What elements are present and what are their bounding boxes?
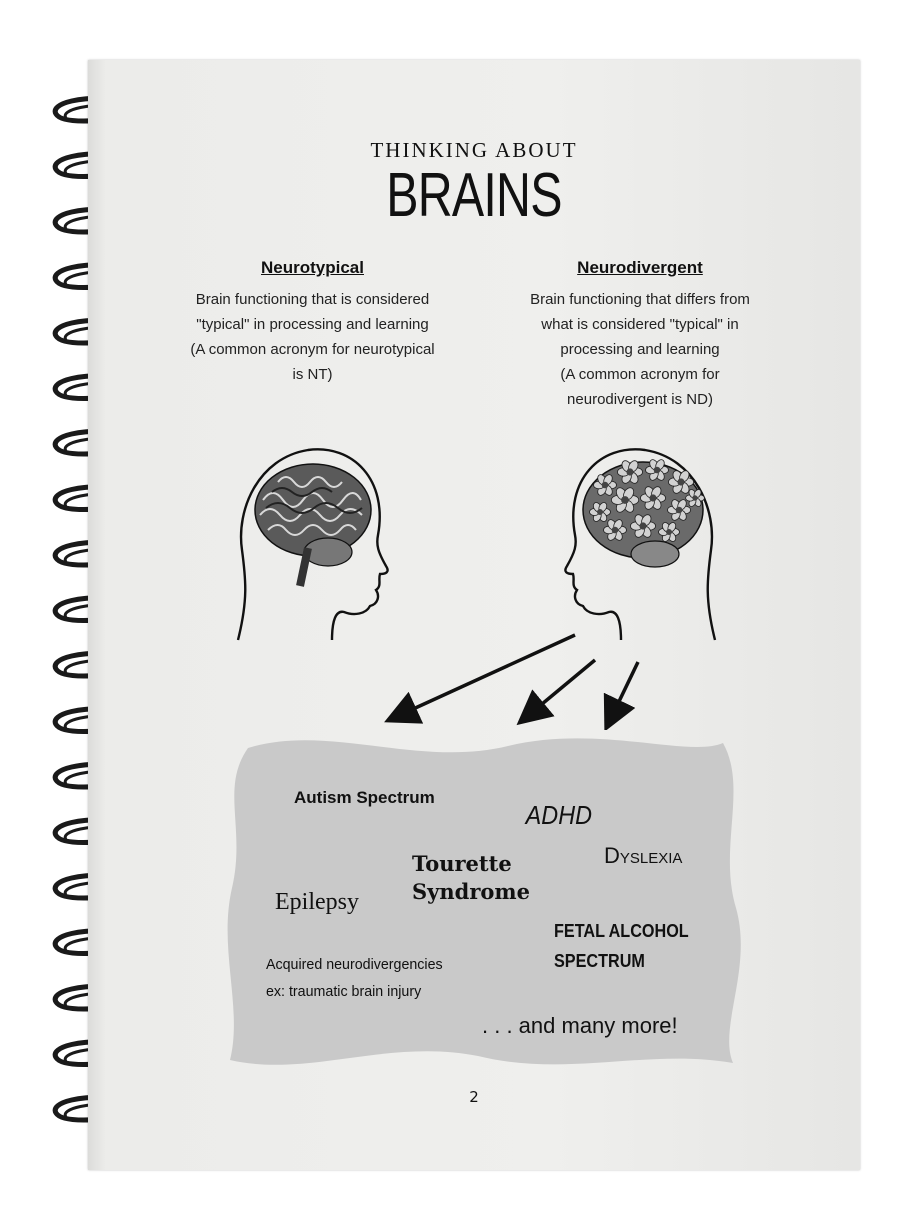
tourette-line-1: Tourette [412, 851, 512, 876]
neurotypical-line: is NT) [292, 366, 333, 383]
arrows [380, 630, 660, 730]
neurodivergent-line: neurodivergent is ND) [567, 391, 713, 408]
neurotypical-head-illustration [228, 440, 398, 645]
page-number: 2 [469, 1088, 479, 1106]
example-autism: Autism Spectrum [294, 788, 435, 807]
neurotypical-section [170, 258, 455, 387]
neurodivergent-head-illustration [555, 440, 725, 645]
acquired-line-2: ex: traumatic brain injury [266, 983, 422, 1000]
neurodivergent-section [500, 258, 780, 412]
neurotypical-line: (A common acronym for neurotypical [190, 341, 435, 358]
example-epilepsy: Epilepsy [275, 889, 359, 915]
example-dyslexia: Dyslexia [604, 843, 683, 868]
and-many-more: . . . and many more! [482, 1013, 678, 1038]
example-acquired [266, 951, 443, 1005]
neurotypical-heading: Neurotypical [261, 258, 364, 277]
arrow-middle [530, 660, 595, 714]
neurotypical-line: Brain functioning that is considered [195, 291, 430, 308]
fetal-line-1: FETAL ALCOHOL [554, 921, 689, 941]
neurodivergent-line: (A common acronym for [560, 366, 720, 383]
example-tourette [412, 850, 530, 906]
example-adhd: ADHD [525, 800, 592, 830]
neurodivergent-line: processing and learning [560, 341, 720, 358]
neurodivergent-line: Brain functioning that differs from [530, 291, 750, 308]
example-fetal-alcohol [554, 916, 689, 976]
title-small: THINKING ABOUT [370, 138, 578, 162]
page-title: BRAINS [386, 161, 562, 230]
neurotypical-definition [170, 287, 455, 387]
neurodivergent-definition [500, 287, 780, 412]
arrow-right [612, 662, 638, 716]
neurodivergent-line: what is considered "typical" in [541, 316, 739, 333]
tourette-line-2: Syndrome [412, 879, 530, 904]
acquired-line-1: Acquired neurodivergencies [266, 956, 443, 973]
brain-wrinkled [255, 464, 371, 586]
arrow-left [400, 635, 575, 715]
neurotypical-line: "typical" in processing and learning [196, 316, 429, 333]
brain-floral [583, 458, 704, 567]
neurodivergent-heading: Neurodivergent [577, 258, 703, 277]
fetal-line-2: SPECTRUM [554, 951, 645, 971]
